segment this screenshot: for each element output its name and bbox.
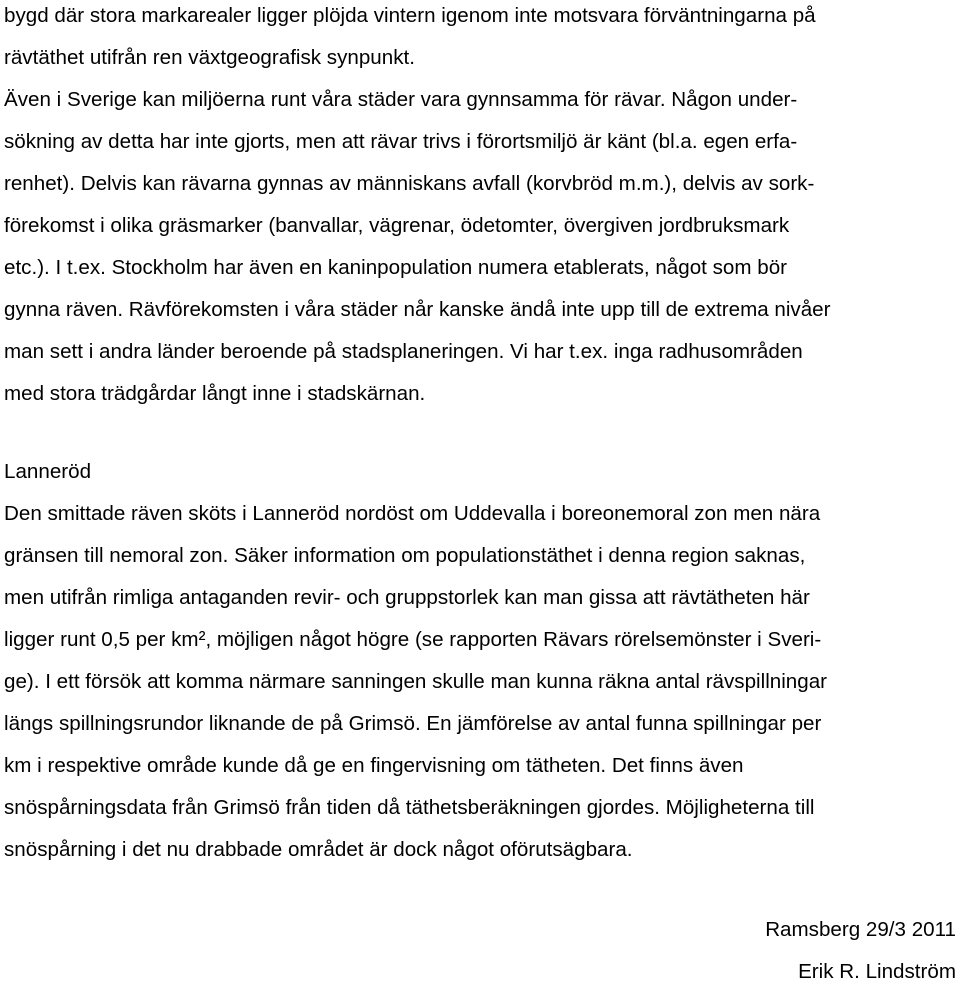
text-line: ge). I ett försök att komma närmare sanningen skulle man kunna räkna antal rävspillningar — [4, 670, 828, 693]
text-line: Den smittade räven sköts i Lanneröd nordöst om Uddevalla i boreonemoral zon men nära — [4, 502, 821, 525]
text-line: km i respektive område kunde då ge en fingervisning om tätheten. Det finns även — [4, 754, 744, 777]
text-line: gränsen till nemoral zon. Säker information om populationstäthet i denna region saknas, — [4, 544, 806, 567]
text-line: etc.). I t.ex. Stockholm har även en kaninpopulation numera etablerats, något som bör — [4, 256, 788, 279]
text-line: förekomst i olika gräsmarker (banvallar, vägrenar, ödetomter, övergiven jordbruksmark — [4, 214, 790, 237]
text-line: men utifrån rimliga antaganden revir- och gruppstorlek kan man gissa att rävtätheten här — [4, 586, 810, 609]
text-line: snöspårning i det nu drabbade området är dock något oförutsägbara. — [4, 838, 633, 861]
text-line: snöspårningsdata från Grimsö från tiden då täthetsberäkningen gjordes. Möjligheterna till — [4, 796, 815, 819]
text-line: renhet). Delvis kan rävarna gynnas av människans avfall (korvbröd m.m.), delvis av sork- — [4, 172, 815, 195]
text-line: med stora trädgårdar långt inne i stadskärnan. — [4, 382, 426, 405]
signature-author: Erik R. Lindström — [798, 960, 956, 983]
text-line: rävtäthet utifrån ren växtgeografisk synpunkt. — [4, 46, 415, 69]
text-line: Även i Sverige kan miljöerna runt våra städer vara gynnsamma för rävar. Någon under- — [4, 88, 798, 111]
text-line: man sett i andra länder beroende på stadsplaneringen. Vi har t.ex. inga radhusområden — [4, 340, 803, 363]
text-line: bygd där stora markarealer ligger plöjda vintern igenom inte motsvara förväntningarna på — [4, 4, 816, 27]
section-heading-lannerod: Lanneröd — [4, 460, 92, 483]
signature-place-date: Ramsberg 29/3 2011 — [765, 918, 956, 941]
text-line: sökning av detta har inte gjorts, men att rävar trivs i förortsmiljö är känt (bl.a. egen erfa- — [4, 130, 798, 153]
text-line: ligger runt 0,5 per km², möjligen något högre (se rapporten Rävars rörelsemönster i Sveri- — [4, 628, 822, 651]
text-line: gynna räven. Rävförekomsten i våra städer når kanske ändå inte upp till de extrema nivåer — [4, 298, 831, 321]
text-line: längs spillningsrundor liknande de på Grimsö. En jämförelse av antal funna spillningar per — [4, 712, 822, 735]
